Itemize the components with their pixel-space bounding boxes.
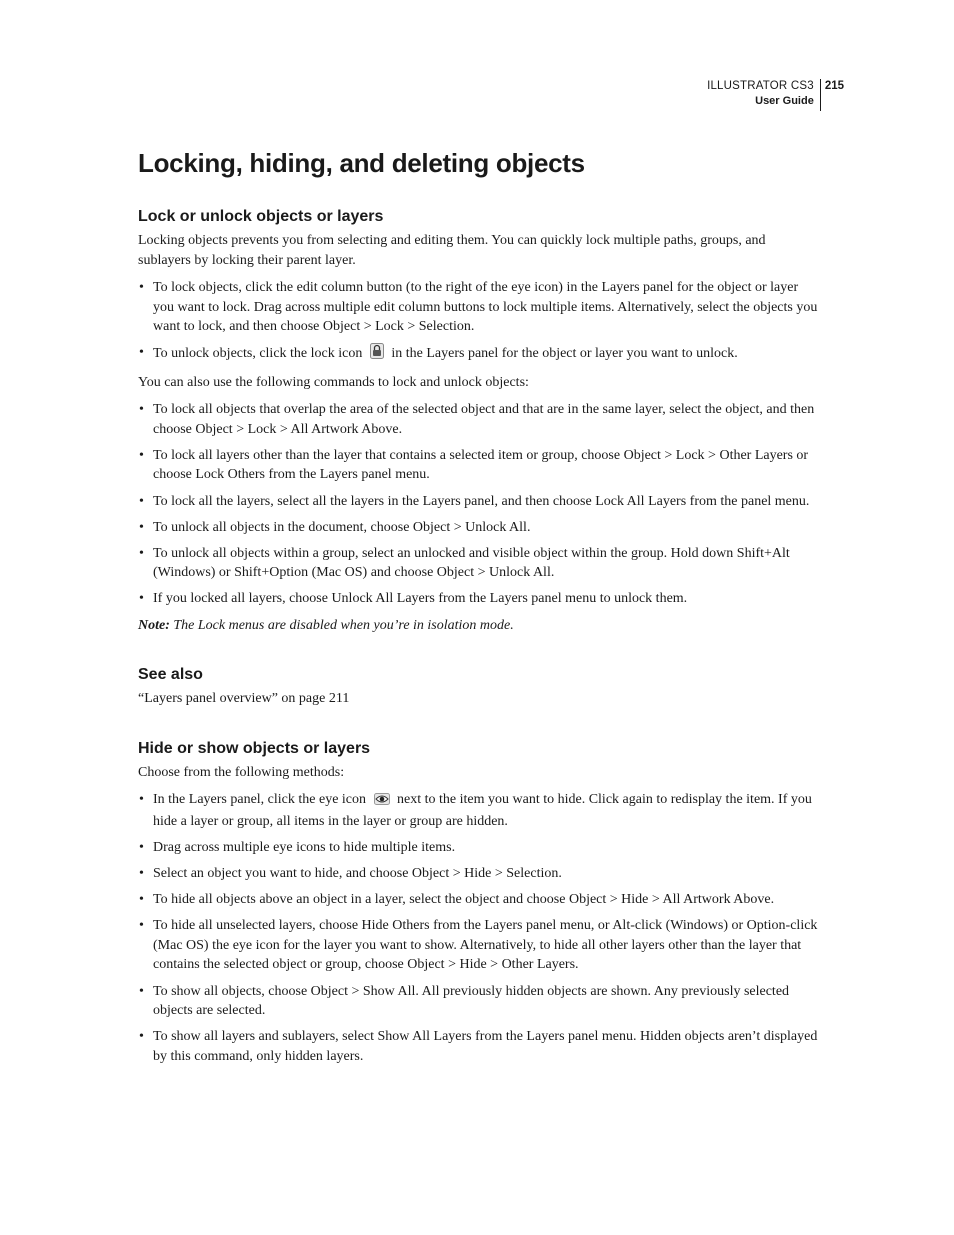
running-header bbox=[707, 79, 844, 111]
bullet: • bbox=[139, 839, 144, 855]
page-title: Locking, hiding, and deleting objects bbox=[138, 148, 585, 178]
list-item bbox=[138, 544, 818, 583]
list-item bbox=[138, 838, 818, 858]
bullet: • bbox=[139, 545, 144, 561]
bullet: • bbox=[139, 866, 144, 882]
list-item-text: To lock all objects that overlap the area of the selected object and that are in the same layer, select the object, and then choose Object > Lock > All Artwork Above. bbox=[153, 402, 815, 437]
lock-bullets bbox=[138, 278, 818, 366]
list-item-text: To hide all unselected layers, choose Hide Others from the Layers panel menu, or Alt-click (Windows) or Option-click (Mac OS) the eye icon for the layer you want to show. Alternatively, to hide all other layers other than the layer that contains the selected object or group, choose Object > Hide > Other Layers. bbox=[153, 918, 818, 973]
list-item bbox=[138, 278, 818, 337]
list-item-text: To lock objects, click the edit column button (to the right of the eye icon) in the Layers panel for the object or layer you want to lock. Drag across multiple edit column buttons to lock multiple items. Alternatively, select the objects you want to lock, and then choose Object > Lock > Selection. bbox=[153, 280, 818, 335]
bullet: • bbox=[139, 447, 144, 463]
see-also-heading: See also bbox=[138, 666, 203, 684]
list-item bbox=[138, 916, 818, 975]
list-item bbox=[138, 492, 818, 512]
header-guide: User Guide bbox=[755, 95, 814, 107]
list-item bbox=[138, 982, 818, 1021]
list-item-text: To unlock all objects in the document, choose Object > Unlock All. bbox=[153, 519, 531, 535]
list-item-text: To show all layers and sublayers, select Show All Layers from the Layers panel menu. Hidden objects aren’t displayed by this command, only hidden layers. bbox=[153, 1029, 818, 1064]
eye-icon bbox=[374, 792, 390, 812]
list-item-text: To unlock all objects within a group, select an unlocked and visible object within the group. Hold down Shift+Alt (Windows) or Shift+Option (Mac OS) and choose Object > Unlock All. bbox=[153, 545, 790, 581]
bullet: • bbox=[139, 402, 144, 418]
list-item-text: in the Layers panel for the object or layer you want to unlock. bbox=[391, 346, 738, 362]
bullet: • bbox=[139, 591, 144, 607]
bullet: • bbox=[139, 918, 144, 934]
bullet: • bbox=[139, 983, 144, 999]
list-item-text: To show all objects, choose Object > Show All. All previously hidden objects are shown. Any previously selected objects are selected. bbox=[153, 983, 790, 1019]
list-item bbox=[138, 446, 818, 485]
hide-section-heading: Hide or show objects or layers bbox=[138, 739, 371, 757]
list-item bbox=[138, 790, 818, 831]
note-text: The Lock menus are disabled when you’re in isolation mode. bbox=[173, 617, 514, 633]
page-body bbox=[138, 146, 818, 1073]
note bbox=[138, 616, 818, 636]
list-item-text: Drag across multiple eye icons to hide multiple items. bbox=[153, 839, 456, 855]
list-item-text: If you locked all layers, choose Unlock All Layers from the Layers panel menu to unlock them. bbox=[153, 591, 688, 607]
spacer bbox=[138, 643, 818, 665]
list-item bbox=[138, 400, 818, 439]
list-item-text: To unlock objects, click the lock icon bbox=[153, 346, 363, 362]
list-item bbox=[138, 589, 818, 609]
bullet: • bbox=[139, 792, 144, 808]
list-item-text: next to the item you want to hide. Click again to redisplay the item. If you hide a layer or group, all items in the layer or group are hidden. bbox=[153, 792, 812, 829]
page-number: 215 bbox=[824, 80, 844, 92]
header-text bbox=[707, 79, 820, 109]
bullet: • bbox=[139, 280, 144, 296]
list-item bbox=[138, 343, 818, 366]
header-product: ILLUSTRATOR CS3 bbox=[707, 80, 814, 92]
list-item-text: Select an object you want to hide, and choose Object > Hide > Selection. bbox=[153, 866, 562, 882]
see-also-link[interactable]: “Layers panel overview” on page 211 bbox=[138, 691, 350, 707]
spacer bbox=[138, 717, 818, 739]
note-label: Note: bbox=[138, 617, 170, 633]
list-item-text: To lock all layers other than the layer that contains a selected item or group, choose Object > Lock > Other Layers or choose Lock Others from the Layers panel menu. bbox=[153, 447, 809, 483]
lock-section-heading: Lock or unlock objects or layers bbox=[138, 208, 384, 225]
bullet: • bbox=[139, 345, 144, 361]
hide-intro: Choose from the following methods: bbox=[138, 764, 345, 780]
list-item bbox=[138, 864, 818, 884]
bullet: • bbox=[139, 892, 144, 908]
hide-bullets bbox=[138, 790, 818, 1066]
list-item bbox=[138, 890, 818, 910]
list-item-text: In the Layers panel, click the eye icon bbox=[153, 792, 367, 808]
commands-intro: You can also use the following commands to lock and unlock objects: bbox=[138, 374, 529, 390]
list-item-text: To hide all objects above an object in a layer, select the object and choose Object > Hide > All Artwork Above. bbox=[153, 892, 775, 908]
lock-icon bbox=[370, 343, 384, 366]
list-item bbox=[138, 1027, 818, 1066]
list-item bbox=[138, 518, 818, 538]
list-item-text: To lock all the layers, select all the layers in the Layers panel, and then choose Lock All Layers from the panel menu. bbox=[153, 493, 810, 509]
lock-commands-bullets bbox=[138, 400, 818, 609]
bullet: • bbox=[139, 1029, 144, 1045]
lock-intro: Locking objects prevents you from selecting and editing them. You can quickly lock multiple paths, groups, and sublayers by locking their parent layer. bbox=[138, 233, 766, 268]
bullet: • bbox=[139, 493, 144, 509]
bullet: • bbox=[139, 519, 144, 535]
